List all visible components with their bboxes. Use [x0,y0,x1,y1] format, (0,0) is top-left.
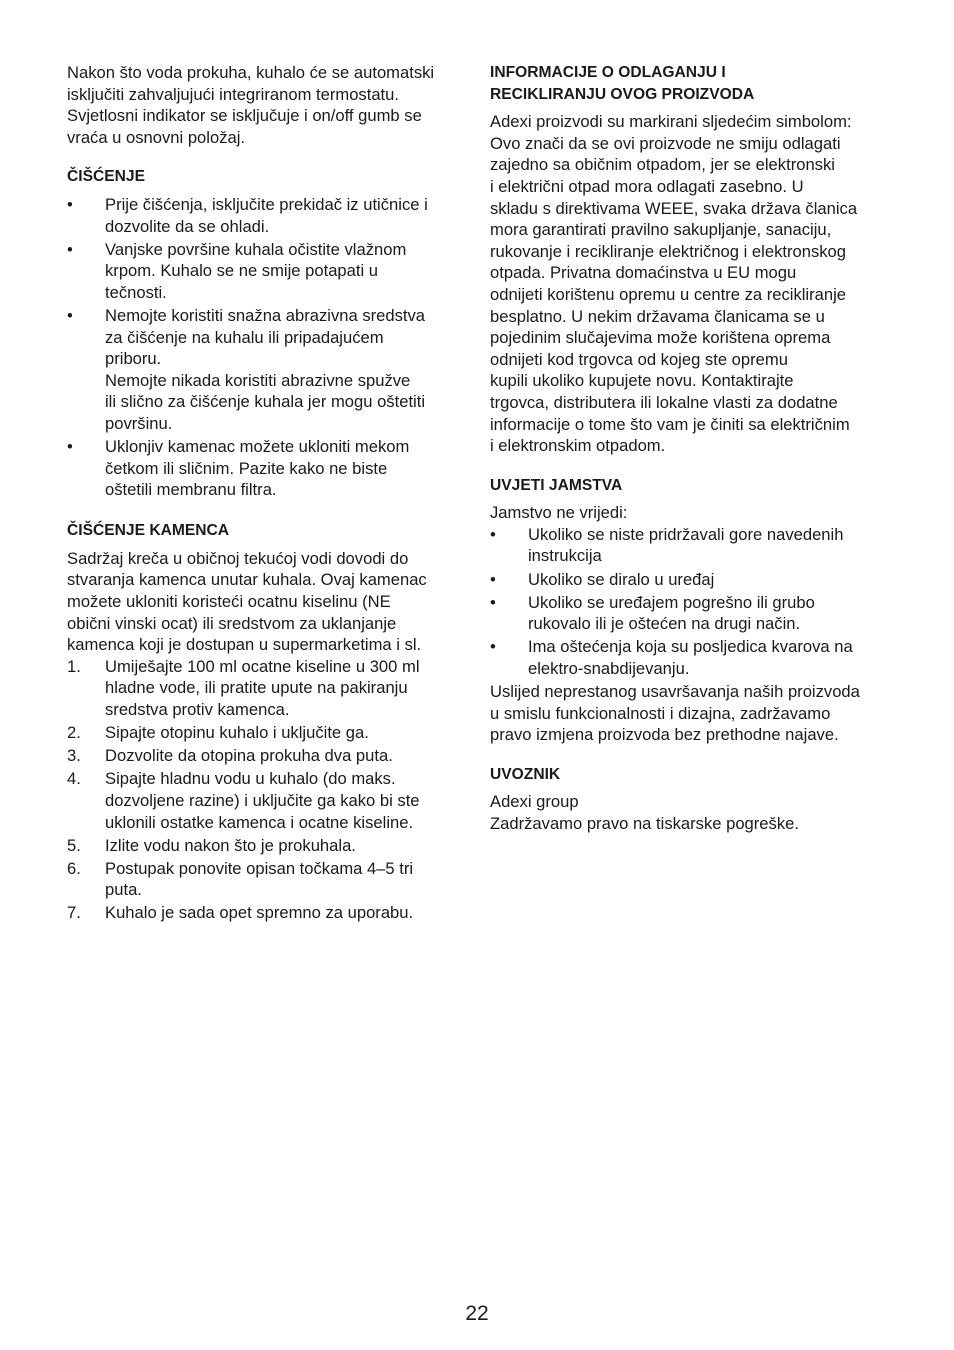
text-line: elektro-snabdijevanju. [528,658,690,678]
text-line: kupili ukoliko kupujete novu. Kontaktirajte [490,371,794,391]
misprint-disclaimer: Zadržavamo pravo na tiskarske pogreške. [490,814,799,833]
text-line: Nemojte nikada koristiti abrazivne spužve [105,370,411,390]
step-item [67,768,467,833]
text-line: Vanjske površine kuhala očistite vlažnom [105,239,407,259]
step-item [67,858,467,901]
disposal-heading [490,62,890,105]
text-line: informacije o tome što vam je činiti sa električnim [490,414,850,434]
list-item [67,436,467,501]
text-line: trgovca, distributera ili lokalne vlasti za dodatne [490,392,838,412]
text-line: Ovo znači da se ovi proizvode ne smiju odlagati [490,133,841,153]
text-line: Sipajte otopinu kuhalo i uključite ga. [105,723,369,743]
text-line: Uklonjiv kamenac možete ukloniti mekom [105,437,410,456]
step-item [67,656,467,721]
text-line: Prije čišćenja, isključite prekidač iz utičnice i [105,194,428,214]
warranty-heading: UVJETI JAMSTVA [490,476,623,494]
text-line: tečnosti. [105,282,167,302]
text-line: odnijeti kod trgovca od kojeg ste opremu [490,349,788,369]
step-item [67,902,467,924]
list-item [490,592,890,635]
text-line: Nemojte koristiti snažna abrazivna sredstva [105,305,426,325]
bullet-marker: • [490,637,496,657]
text-line: Ukoliko se diralo u uređaj [528,569,715,589]
list-item [490,569,890,591]
warranty-list [490,524,890,680]
step-number: 4. [67,769,81,789]
text-line: Izlite vodu nakon što je prokuhala. [105,835,356,855]
bullet-marker: • [67,239,73,259]
list-item [490,636,890,679]
text-line: možete ukloniti koristeći ocatnu kiselinu (NE [67,592,391,612]
step-number: 7. [67,903,81,923]
bullet-marker: • [490,569,496,589]
text-line: isključiti zahvaljujući integriranom termostatu. [67,84,400,104]
warranty-intro: Jamstvo ne vrijedi: [490,503,628,523]
left-column [67,62,467,925]
descaling-intro [67,548,467,656]
text-line: priboru. [105,349,162,369]
text-line: oštetili membranu filtra. [105,480,277,500]
text-line: i elektronskim otpadom. [490,436,666,456]
text-line: besplatno. U nekim državama članicama se u [490,306,825,326]
importer-heading: UVOZNIK [490,765,561,783]
text-line: Umiješajte 100 ml ocatne kiseline u 300 ml [105,656,420,676]
bullet-marker: • [67,305,73,325]
text-line: stvaranja kamenca unutar kuhala. Ovaj kamenac [67,570,427,590]
list-item [490,524,890,567]
text-line: Ukoliko se niste pridržavali gore navedenih [528,524,844,544]
text-line: dozvoljene razine) i uključite ga kako bi ste [105,790,420,810]
text-line: i električni otpad mora odlagati zasebno. U [490,176,804,196]
step-number: 2. [67,723,81,743]
text-line: puta. [105,880,142,900]
text-line: pravo izmjena proizvoda bez prethodne najave. [490,725,839,745]
descaling-heading: ČIŠĆENJE KAMENCA [67,522,230,540]
text-line: kamenca koji je dostupan u supermarketima i sl. [67,635,422,655]
text-line: Uslijed neprestanog usavršavanja naših proizvoda [490,682,860,702]
step-item [67,835,467,857]
text-line: rukovanje i recikliranje električnog i elektronskog [490,241,847,261]
cleaning-list [67,194,467,501]
step-number: 6. [67,858,81,878]
text-line: odnijeti korištenu opremu u centre za recikliranje [490,284,847,304]
heading-line: INFORMACIJE O ODLAGANJU I [490,64,726,81]
right-column [490,62,890,835]
bullet-marker: • [490,524,496,544]
text-line: Kuhalo je sada opet spremno za uporabu. [105,903,414,923]
text-line: vraća u osnovni položaj. [67,127,246,147]
text-line: rukovalo ili je oštećen na drugi način. [528,614,801,634]
list-item [67,239,467,304]
text-line: skladu s direktivama WEEE, svaka država članica [490,198,858,218]
descaling-steps [67,656,467,924]
text-line: Adexi proizvodi su markirani sljedećim simbolom: [490,112,852,132]
text-line: uklonili ostatke kamenca i ocatne kiseline. [105,812,414,832]
text-line: Svjetlosni indikator se isključuje i on/off gumb se [67,106,422,126]
step-number: 3. [67,746,81,766]
heading-line: RECIKLIRANJU OVOG PROIZVODA [490,85,755,103]
step-number: 5. [67,835,81,855]
list-item [67,194,467,237]
text-line: Nakon što voda prokuha, kuhalo će se automatski [67,63,435,82]
text-line: četkom ili sličnim. Pazite kako ne biste [105,458,388,478]
text-line: krpom. Kuhalo se ne smije potapati u [105,261,379,281]
importer-name: Adexi group [490,792,579,812]
list-item [67,305,467,435]
bullet-marker: • [67,437,73,456]
text-line: Ukoliko se uređajem pogrešno ili grubo [528,592,815,612]
disposal-body [490,111,890,457]
text-line: površinu. [105,413,173,433]
page-number: 22 [465,1302,489,1325]
bullet-marker: • [490,592,496,612]
step-item [67,745,467,767]
text-line: otpada. Privatna domaćinstva u EU mogu [490,263,797,283]
text-line: pojedinim slučajevima može korištena oprema [490,328,831,348]
text-line: zajedno sa običnim otpadom, jer se elektronski [490,155,835,175]
text-line: Sadržaj kreča u običnoj tekućoj vodi dovodi do [67,548,409,568]
intro-paragraph [67,62,467,148]
warranty-closing [490,681,890,746]
text-line: dozvolite da se ohladi. [105,216,270,236]
text-line: Postupak ponovite opisan točkama 4–5 tri [105,858,414,878]
importer-body [490,791,890,834]
text-line: obični vinski ocat) ili sredstvom za uklanjanje [67,613,397,633]
bullet-marker: • [67,194,73,214]
text-line: sredstva protiv kamenca. [105,700,290,720]
text-line: ili slično za čišćenje kuhala jer mogu oštetiti [105,392,426,412]
text-line: za čišćenje na kuhalu ili pripadajućem [105,327,384,347]
text-line: hladne vode, ili pratite upute na pakiranju [105,678,408,698]
step-item [67,722,467,744]
text-line: Ima oštećenja koja su posljedica kvarova na [528,637,853,657]
step-number: 1. [67,656,81,676]
cleaning-heading: ČIŠĆENJE [67,168,145,186]
text-line: Dozvolite da otopina prokuha dva puta. [105,746,393,766]
text-line: instrukcija [528,546,602,566]
text-line: mora garantirati pravilno sakupljanje, sanaciju, [490,220,832,240]
text-line: u smislu funkcionalnosti i dizajna, zadržavamo [490,703,831,723]
text-line: Sipajte hladnu vodu u kuhalo (do maks. [105,769,396,789]
